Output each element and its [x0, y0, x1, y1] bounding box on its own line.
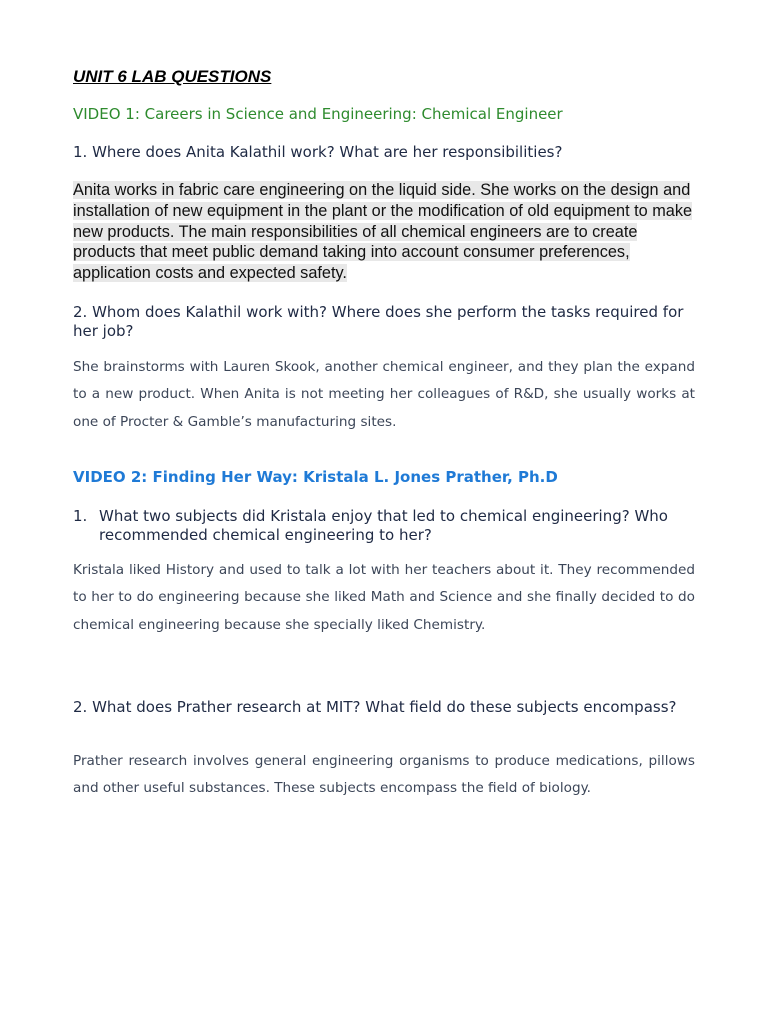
video2-question-2	[73, 698, 698, 717]
video1-heading: VIDEO 1: Careers in Science and Engineering: Chemical Engineer	[73, 105, 563, 123]
video1-question-2	[73, 303, 698, 341]
highlighted-answer-text: Anita works in fabric care engineering on the liquid side. She works on the design and installation of new equipment in the plant or the modification of old equipment to make new products. The main responsibilities of all chemical engineers are to create products that meet public demand taking into account consumer preferences, application costs and expected safety.	[73, 181, 693, 283]
video2-answer-2: Prather research involves general engineering organisms to produce medications, pillows and other useful substances. These subjects encompass the field of biology.	[73, 753, 695, 797]
question-text: What does Prather research at MIT? What field do these subjects encompass?	[92, 698, 677, 716]
video1-answer-2: She brainstorms with Lauren Skook, another chemical engineer, and they plan the expand to a new product. When Anita is not meeting her colleagues of R&D, she usually works at one of Procter & Gamble’s manufacturing sites.	[73, 359, 695, 430]
video2-answer-1: Kristala liked History and used to talk a lot with her teachers about it. They recommended to her to do engineering because she liked Math and Science and she finally decided to do chemical engineering because she specially liked Chemistry.	[73, 562, 695, 633]
video2-question-1	[73, 507, 698, 545]
question-text: What two subjects did Kristala enjoy that led to chemical engineering? Who recommended chemical engineering to her?	[99, 507, 668, 544]
question-text: Where does Anita Kalathil work? What are her responsibilities?	[92, 143, 563, 161]
video1-answer-1	[73, 180, 698, 284]
question-number: 2.	[73, 303, 88, 321]
video2-heading: VIDEO 2: Finding Her Way: Kristala L. Jones Prather, Ph.D	[73, 468, 558, 486]
question-number: 1.	[73, 143, 88, 161]
question-text: Whom does Kalathil work with? Where does she perform the tasks required for her job?	[73, 303, 684, 340]
question-number: 2.	[73, 698, 88, 716]
page-title: UNIT 6 LAB QUESTIONS	[73, 67, 272, 86]
question-number: 1.	[73, 507, 88, 525]
video1-question-1	[73, 143, 698, 162]
